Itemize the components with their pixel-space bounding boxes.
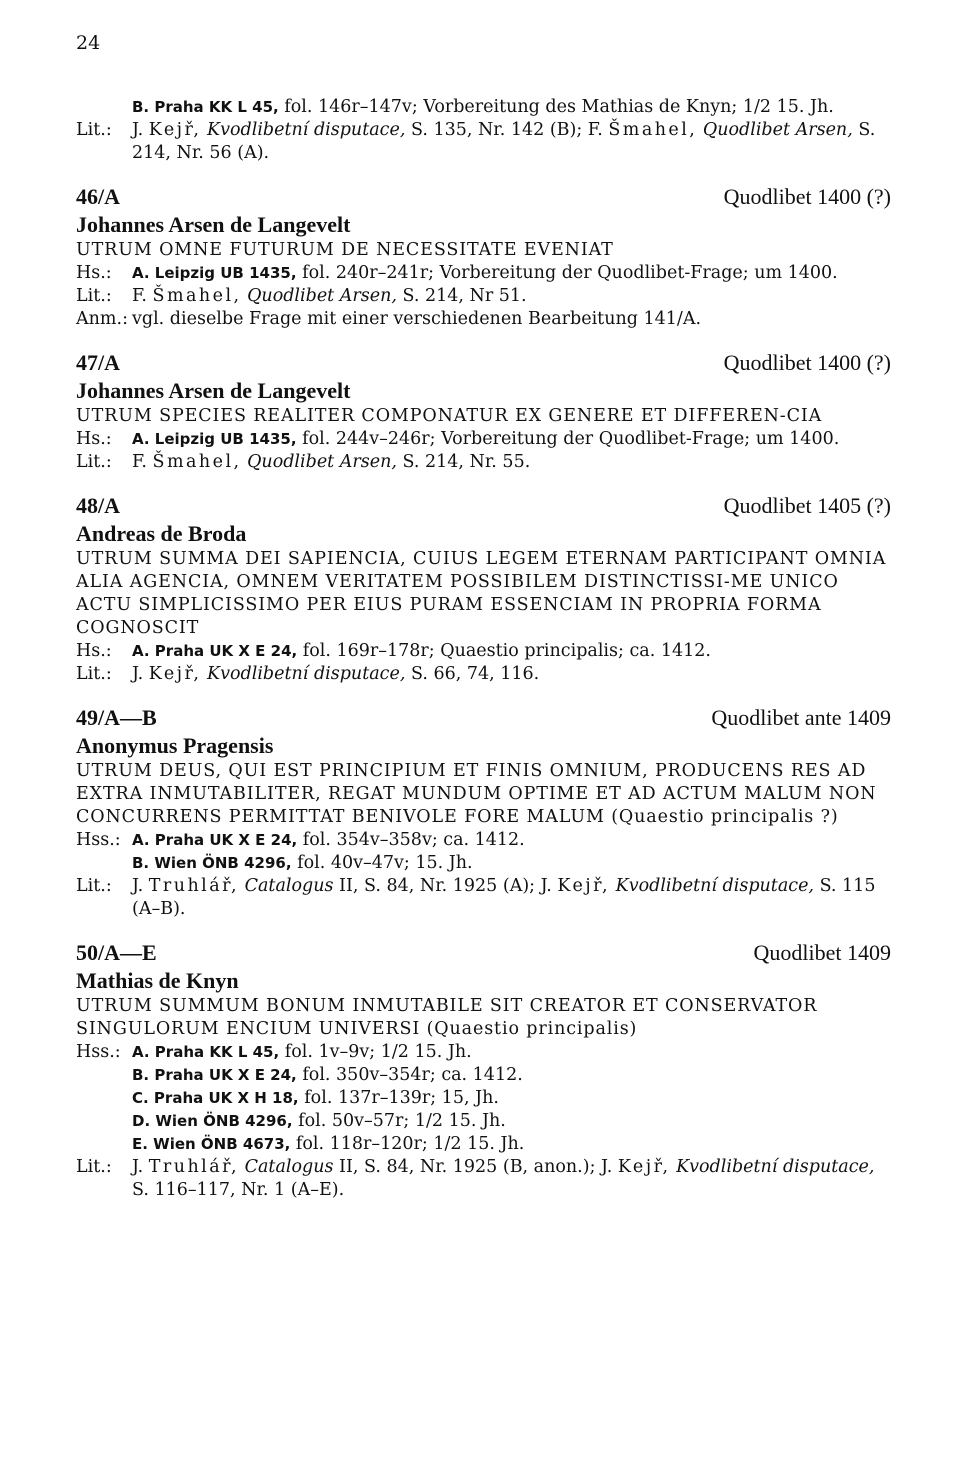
entry-question <box>76 995 891 1041</box>
quodlibet-entry <box>76 349 891 474</box>
text-run: fol. 244v–246r; Vorbereitung der Quodlibet-Frage; um 1400. <box>296 429 840 449</box>
reference-label: Lit.: <box>76 1157 112 1177</box>
reference-text <box>132 1110 891 1133</box>
reference-line <box>76 875 891 921</box>
author-name: Truhlář, <box>148 876 240 896</box>
page-content <box>76 96 891 1202</box>
reference-text <box>132 875 891 921</box>
reference-line <box>76 119 891 165</box>
entry-quodlibet-date: Quodlibet 1409 <box>753 940 891 965</box>
text-run: J. <box>132 664 149 684</box>
reference-label: Hss.: <box>76 830 121 850</box>
text-run: fol. 1v–9v; 1/2 15. Jh. <box>279 1042 472 1062</box>
page-number: 24 <box>76 32 101 54</box>
reference-line <box>76 1087 891 1110</box>
reference-text <box>132 262 891 285</box>
author-name: Šmahel, <box>608 120 698 140</box>
entry-quodlibet-date: Quodlibet 1400 (?) <box>723 350 891 375</box>
reference-line <box>76 1064 891 1087</box>
manuscript-siglum: B. Wien ÖNB 4296, <box>132 854 292 872</box>
reference-line <box>76 1041 891 1064</box>
text-run: fol. 137r–139r; 15, Jh. <box>298 1088 499 1108</box>
manuscript-siglum: A. Leipzig UB 1435, <box>132 264 297 282</box>
reference-label: Hs.: <box>76 641 112 661</box>
reference-text <box>132 1041 891 1064</box>
entry-quodlibet-date: Quodlibet 1400 (?) <box>723 184 891 209</box>
reference-line <box>76 852 891 875</box>
text-run: S. 115 (A–B). <box>132 876 876 919</box>
entry-number: 50/A—E <box>76 940 157 965</box>
entry-author: Johannes Arsen de Langevelt <box>76 378 351 403</box>
author-name: Kejř, <box>557 876 611 896</box>
title-italic: Quodlibet Arsen, <box>247 452 397 472</box>
text-run: S. 214, Nr. 55. <box>396 452 531 472</box>
entry-question <box>76 239 891 262</box>
manuscript-siglum: A. Leipzig UB 1435, <box>132 430 297 448</box>
text-run: fol. 350v–354r; ca. 1412. <box>296 1065 523 1085</box>
quodlibet-entry <box>76 492 891 686</box>
reference-line <box>76 829 891 852</box>
reference-label: Hs.: <box>76 263 112 283</box>
reference-line <box>76 1110 891 1133</box>
entry-quodlibet-date: Quodlibet 1405 (?) <box>723 493 891 518</box>
reference-label <box>76 852 132 875</box>
reference-text <box>132 1064 891 1087</box>
entry-number: 47/A <box>76 350 120 375</box>
author-name: Truhlář, <box>148 1157 240 1177</box>
reference-label <box>76 1133 132 1156</box>
reference-line <box>76 451 891 474</box>
text-run: fol. 240r–241r; Vorbereitung der Quodlibet-Frage; um 1400. <box>296 263 838 283</box>
entry-number: 49/A—B <box>76 705 157 730</box>
manuscript-siglum: E. Wien ÖNB 4673, <box>132 1135 291 1153</box>
question-text: UTRUM OMNE FUTURUM DE NECESSITATE EVENIAT <box>76 240 614 260</box>
entry-author: Anonymus Pragensis <box>76 733 274 758</box>
text-run: fol. 169r–178r; Quaestio principalis; ca. 1412. <box>297 641 711 661</box>
title-italic: Quodlibet Arsen, <box>702 120 853 140</box>
reference-text <box>132 451 891 474</box>
entry-author: Mathias de Knyn <box>76 968 239 993</box>
question-text: UTRUM SUMMUM BONUM INMUTABILE SIT CREATOR ET CONSERVATOR SINGULORUM ENCIUM UNIVERSI <box>76 996 818 1039</box>
quodlibet-entry <box>76 183 891 331</box>
manuscript-siglum: D. Wien ÖNB 4296, <box>132 1112 293 1130</box>
reference-text <box>132 308 891 331</box>
text-run: fol. 118r–120r; 1/2 15. Jh. <box>290 1134 525 1154</box>
manuscript-siglum: C. Praha UK X H 18, <box>132 1089 299 1107</box>
entry-heading <box>76 704 891 732</box>
manuscript-siglum: B. Praha UK X E 24, <box>132 1066 297 1084</box>
entry-heading <box>76 349 891 377</box>
reference-label: Hs.: <box>76 429 112 449</box>
author-name: Kejř, <box>148 120 202 140</box>
entry-heading <box>76 939 891 967</box>
entry-question <box>76 760 891 829</box>
question-note: (Quaestio principalis ?) <box>604 807 839 827</box>
intro-block <box>76 96 891 165</box>
text-run: J. <box>132 876 149 896</box>
title-italic: Catalogus <box>244 876 334 896</box>
text-run: J. <box>132 120 149 140</box>
reference-label: Lit.: <box>76 120 112 140</box>
question-note: (Quaestio principalis) <box>420 1019 638 1039</box>
text-run: fol. 40v–47v; 15. Jh. <box>291 853 473 873</box>
reference-text <box>132 1156 891 1202</box>
text-run: fol. 50v–57r; 1/2 15. Jh. <box>292 1111 506 1131</box>
reference-text <box>132 119 891 165</box>
entry-heading <box>76 492 891 520</box>
reference-label: Lit.: <box>76 286 112 306</box>
reference-text <box>132 1133 891 1156</box>
text-run: S. 116–117, Nr. 1 (A–E). <box>132 1180 345 1200</box>
reference-text <box>132 663 891 686</box>
reference-line <box>76 1156 891 1202</box>
reference-label <box>76 1087 132 1110</box>
text-run: S. 135, Nr. 142 (B); F. <box>405 120 609 140</box>
quodlibet-entry <box>76 939 891 1202</box>
text-run: S. 214, Nr 51. <box>396 286 527 306</box>
question-text: UTRUM DEUS, QUI EST PRINCIPIUM ET FINIS OMNIUM, PRODUCENS RES AD EXTRA INMUTABILITER, REGAT MUNDUM OPTIME ET AD ACTUM MALUM NON CONCURRENS PERMITTAT BENIVOLE FORE MALUM <box>76 761 877 827</box>
title-italic: Kvodlibetní disputace, <box>615 876 814 896</box>
reference-line <box>76 640 891 663</box>
reference-label: Anm.: <box>76 309 128 329</box>
reference-label: Hss.: <box>76 1042 121 1062</box>
manuscript-siglum: B. Praha KK L 45, <box>132 98 279 116</box>
text-run: fol. 354v–358v; ca. 1412. <box>297 830 525 850</box>
entry-number: 48/A <box>76 493 120 518</box>
author-name: Šmahel, <box>152 452 242 472</box>
quodlibet-entry <box>76 704 891 921</box>
text-run: S. 66, 74, 116. <box>405 664 540 684</box>
question-text: UTRUM SPECIES REALITER COMPONATUR EX GENERE ET DIFFEREN-CIA <box>76 406 823 426</box>
reference-text <box>132 852 891 875</box>
entries-list <box>76 183 891 1202</box>
text-run: fol. 146r–147v; Vorbereitung des Mathias de Knyn; 1/2 15. Jh. <box>278 97 834 117</box>
reference-line <box>76 96 891 119</box>
reference-text <box>132 829 891 852</box>
text-run: II, S. 84, Nr. 1925 (B, anon.); J. <box>333 1157 618 1177</box>
entry-question <box>76 405 891 428</box>
title-italic: Quodlibet Arsen, <box>247 286 397 306</box>
entry-number: 46/A <box>76 184 120 209</box>
reference-label: Lit.: <box>76 452 112 472</box>
reference-line <box>76 262 891 285</box>
reference-text <box>132 428 891 451</box>
author-name: Kejř, <box>617 1157 671 1177</box>
title-italic: Kvodlibetní disputace, <box>676 1157 875 1177</box>
reference-line <box>76 663 891 686</box>
entry-quodlibet-date: Quodlibet ante 1409 <box>711 705 891 730</box>
manuscript-siglum: A. Praha UK X E 24, <box>132 642 298 660</box>
reference-text <box>132 96 891 119</box>
text-run: S. 214, Nr. 56 (A). <box>132 120 876 163</box>
reference-line <box>76 1133 891 1156</box>
author-name: Kejř, <box>148 664 202 684</box>
manuscript-siglum: A. Praha KK L 45, <box>132 1043 280 1061</box>
entry-author: Johannes Arsen de Langevelt <box>76 212 351 237</box>
reference-label <box>76 96 132 119</box>
text-run: II, S. 84, Nr. 1925 (A); J. <box>333 876 558 896</box>
reference-label: Lit.: <box>76 876 112 896</box>
reference-text <box>132 640 891 663</box>
text-run: F. <box>132 286 153 306</box>
title-italic: Catalogus <box>244 1157 334 1177</box>
reference-text <box>132 285 891 308</box>
reference-line <box>76 428 891 451</box>
text-run: F. <box>132 452 153 472</box>
entry-question <box>76 548 891 640</box>
reference-line <box>76 308 891 331</box>
text-run: J. <box>132 1157 149 1177</box>
entry-author: Andreas de Broda <box>76 521 247 546</box>
author-name: Šmahel, <box>152 286 242 306</box>
reference-line <box>76 285 891 308</box>
title-italic: Kvodlibetní disputace, <box>207 664 406 684</box>
reference-label <box>76 1064 132 1087</box>
reference-label <box>76 1110 132 1133</box>
entry-heading <box>76 183 891 211</box>
text-run: vgl. dieselbe Frage mit einer verschiedenen Bearbeitung 141/A. <box>132 309 702 329</box>
manuscript-siglum: A. Praha UK X E 24, <box>132 831 298 849</box>
reference-label: Lit.: <box>76 664 112 684</box>
title-italic: Kvodlibetní disputace, <box>207 120 406 140</box>
question-text: UTRUM SUMMA DEI SAPIENCIA, CUIUS LEGEM ETERNAM PARTICIPANT OMNIA ALIA AGENCIA, OMNEM VERITATEM POSSIBILEM DISTINCTISSI-ME UNICO ACTU SIMPLICISSIMO PER EIUS PURAM ESSENCIAM IN PROPRIA FORMA COGNOSCIT <box>76 549 887 638</box>
reference-text <box>132 1087 891 1110</box>
